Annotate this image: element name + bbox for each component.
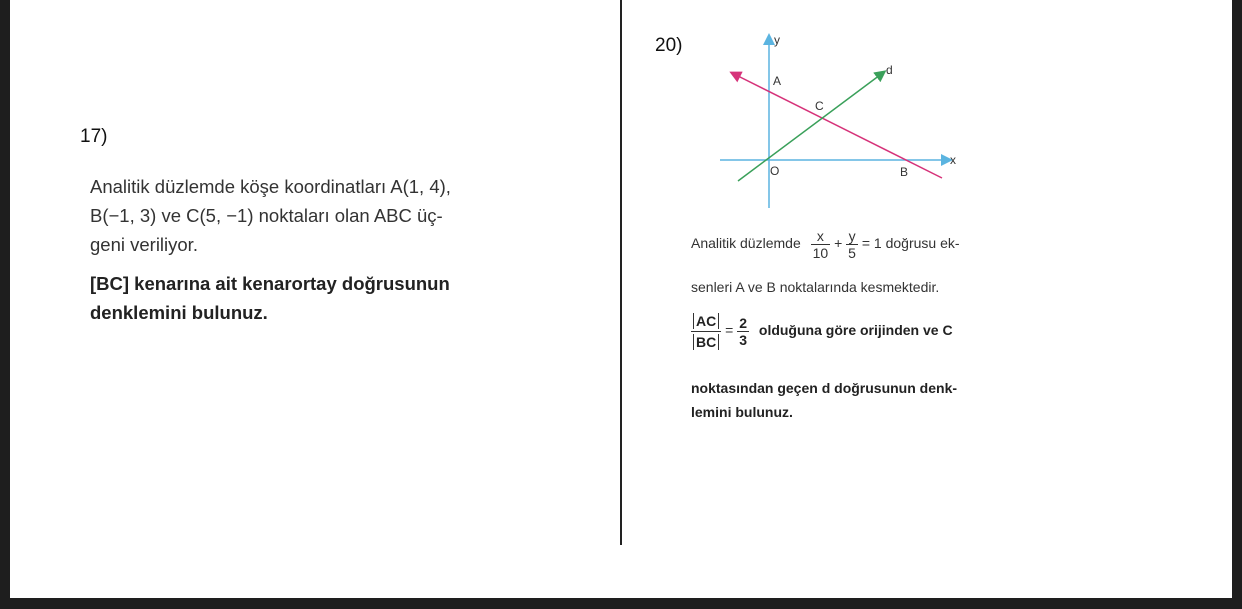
- abs-ac: AC: [693, 313, 719, 329]
- question-17-number: 17): [80, 126, 108, 147]
- q20-line-5: lemini bulunuz.: [691, 404, 793, 420]
- fraction-numerator: 2: [739, 315, 747, 331]
- point-c-label: C: [815, 99, 824, 113]
- origin-label: O: [770, 164, 780, 178]
- q20-line-2: senleri A ve B noktalarında kesmektedir.: [691, 279, 940, 295]
- point-b-label: B: [900, 165, 909, 179]
- column-divider: [620, 0, 622, 545]
- fraction-denominator: 5: [848, 245, 856, 261]
- line-d-label: d: [886, 63, 893, 77]
- q20-text3-post: olduğuna göre orijinden ve C: [758, 322, 953, 339]
- ratio-numerator: [691, 311, 721, 331]
- ratio-denominator: [691, 331, 721, 352]
- q17-bold-line-2: denklemini bulunuz.: [90, 302, 268, 323]
- fraction-numerator: x: [816, 228, 824, 244]
- q17-bold-line-1: [BC] kenarına ait kenarortay doğrusunun: [90, 273, 450, 294]
- worksheet-page: [10, 0, 1232, 598]
- fraction-numerator: y: [848, 228, 856, 244]
- equals-sign: =: [725, 322, 734, 339]
- fraction-denominator: 10: [812, 245, 829, 261]
- q17-line-3: geni veriliyor.: [90, 234, 198, 255]
- y-axis-label: y: [774, 33, 780, 47]
- q20-line-3: [691, 311, 953, 352]
- q20-text1-pre: Analitik düzlemde: [691, 235, 801, 252]
- question-17-text: [90, 172, 530, 327]
- fraction-2-over-3: [737, 315, 749, 348]
- abs-bc: BC: [693, 334, 719, 350]
- question-20-number: 20): [655, 35, 683, 56]
- plus-sign: +: [834, 235, 843, 252]
- fraction-y-over-5: [846, 228, 858, 261]
- q20-line-4: noktasından geçen d doğrusunun denk-: [691, 380, 958, 396]
- q20-text1-post: = 1 doğrusu ek-: [861, 235, 960, 252]
- coordinate-graph: [710, 28, 970, 213]
- line-d: [738, 72, 884, 181]
- q17-line-2: B(−1, 3) ve C(5, −1) noktaları olan ABC üç-: [90, 205, 443, 226]
- q20-line-1: [691, 228, 960, 261]
- x-axis-label: x: [950, 153, 956, 167]
- ratio-ac-over-bc: [691, 311, 721, 352]
- q17-line-1: Analitik düzlemde köşe koordinatları A(1, 4),: [90, 176, 451, 197]
- fraction-x-over-10: [811, 228, 831, 261]
- fraction-denominator: 3: [739, 332, 747, 348]
- point-a-label: A: [773, 74, 782, 88]
